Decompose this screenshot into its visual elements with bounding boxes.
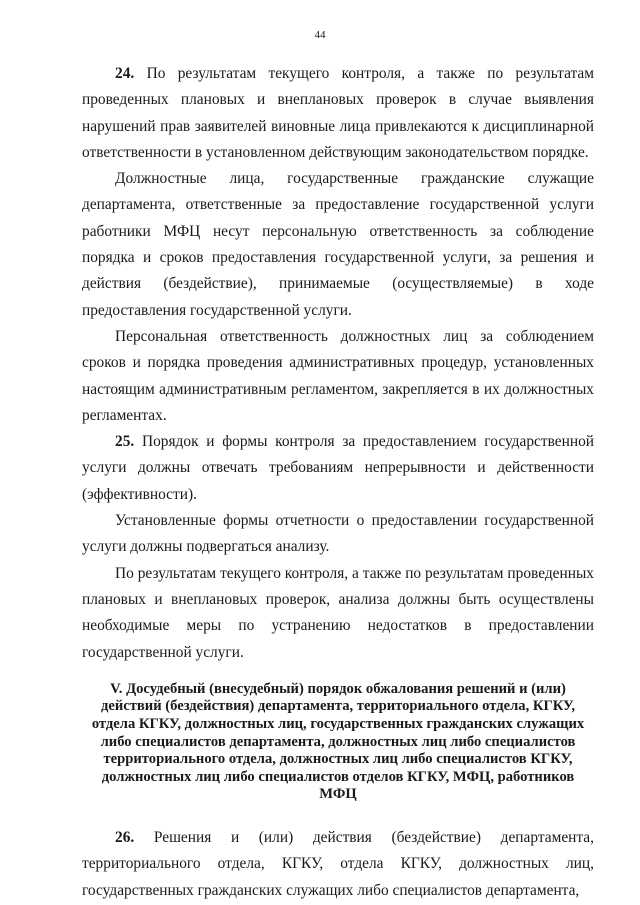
page-number: 44 <box>314 29 326 41</box>
paragraph <box>82 324 594 429</box>
section-heading: V. Досудебный (внесудебный) порядок обжалования решений и (или) действий (бездействия) департамента, территориального отдела, КГКУ, отдела КГКУ, должностных лиц, государственных гражданских служащих либо специалистов департамента, должностных лиц либо специалистов территориального отдела, должностных лиц либо специалистов КГКУ, должностных лиц либо специалистов отделов КГКУ, МФЦ, работников МФЦ <box>91 680 585 803</box>
paragraph-text: Персональная ответственность должностных лиц за соблюдением сроков и порядка проведения административных процедур, установленных настоящим административным регламентом, закрепляется в их должностных регламентах. <box>82 327 594 424</box>
paragraph-number: 25. <box>115 433 135 451</box>
paragraph <box>82 561 594 666</box>
paragraph-text: По результатам текущего контроля, а также по результатам проведенных плановых и внеплановых проверок, анализа должны быть осуществлены необходимые меры по устранению недостатков в предоставлении государственной услуги. <box>82 564 594 661</box>
paragraph <box>82 429 594 508</box>
paragraph-text: Порядок и формы контроля за предоставлением государственной услуги должны отвечать требованиям непрерывности и действенности (эффективности). <box>82 433 594 503</box>
paragraph-text: Установленные формы отчетности о предоставлении государственной услуги должны подвергаться анализу. <box>82 512 594 556</box>
document-body <box>82 61 594 904</box>
paragraph-text: Должностные лица, государственные гражданские служащие департамента, ответственные за предоставление государственной услуги работники МФЦ несут персональную ответственность за соблюдение порядка и сроков предоставления государственной услуги, за решения и действия (бездействие), принимаемые (осуществляемые) в ходе предоставления государственной услуги. <box>82 170 594 319</box>
paragraphs-top <box>82 61 594 666</box>
paragraph-text: По результатам текущего контроля, а также по результатам проведенных плановых и внеплановых проверок в случае выявления нарушений прав заявителей виновные лица привлекаются к дисциплинарной ответственности в установленном действующим законодательством порядке. <box>82 65 594 161</box>
paragraph <box>82 166 594 324</box>
paragraph-number: 26. <box>115 828 135 846</box>
paragraph-number: 24. <box>115 65 135 82</box>
paragraph <box>82 825 594 904</box>
paragraph <box>82 61 594 166</box>
paragraphs-bottom <box>82 825 594 904</box>
paragraph-text: Решения и (или) действия (бездействие) департамента, территориального отдела, КГКУ, отдела КГКУ, должностных лиц, государственных гражданских служащих либо специалистов департамента, <box>82 828 594 899</box>
paragraph <box>82 508 594 561</box>
